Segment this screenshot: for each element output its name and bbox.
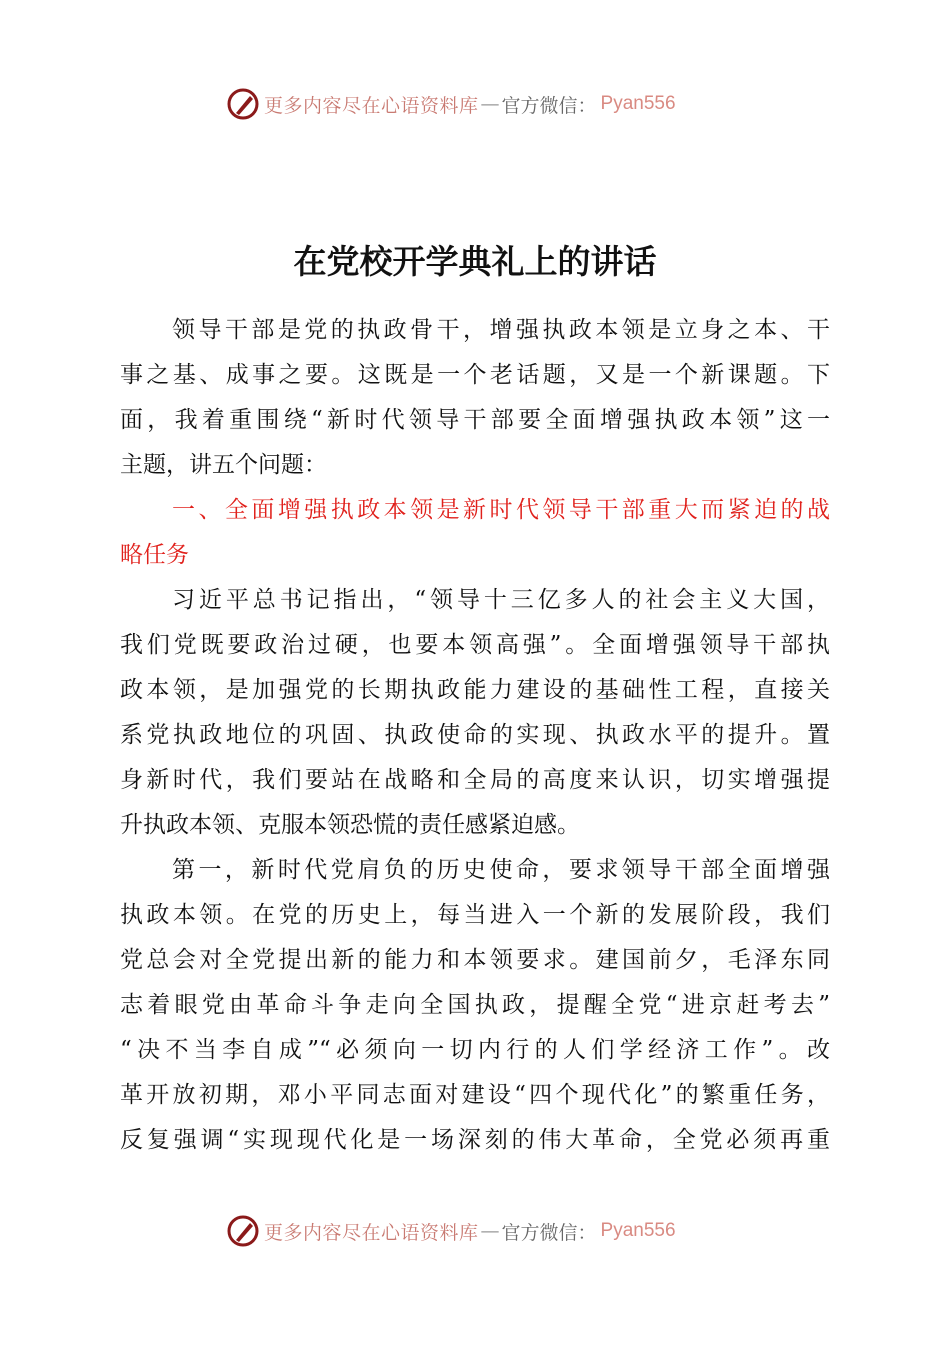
- watermark-text: 更多内容尽在心语资料库: [264, 94, 479, 117]
- text-line: 身新时代，我们要站在战略和全局的高度来认识，切实增强提: [120, 767, 830, 793]
- text-line: 事之基、成事之要。这既是一个老话题，又是一个新课题。下: [120, 362, 830, 388]
- paragraph: [120, 578, 830, 848]
- text-line: 革开放初期，邓小平同志面对建设“四个现代化”的繁重任务，: [120, 1082, 830, 1108]
- text-line: 主题，讲五个问题：: [120, 452, 327, 478]
- watermark-wechat-id: Pyan556: [600, 93, 676, 114]
- pen-logo-icon: [226, 1214, 260, 1248]
- watermark-label: 官方微信：: [501, 94, 597, 117]
- paragraph: [120, 848, 830, 1163]
- watermark-dash: —: [480, 93, 500, 115]
- text-line: 略任务: [120, 542, 189, 568]
- section-heading: [120, 488, 830, 578]
- text-line: 系党执政地位的巩固、执政使命的实现、执政水平的提升。置: [120, 722, 830, 748]
- text-line: 反复强调“实现现代化是一场深刻的伟大革命，全党必须再重: [120, 1127, 830, 1153]
- text-line: “决不当李自成”“必须向一切内行的人们学经济工作”。改: [120, 1037, 830, 1063]
- text-line: 执政本领。在党的历史上，每当进入一个新的发展阶段，我们: [120, 902, 830, 928]
- text-line: 习近平总书记指出，“领导十三亿多人的社会主义大国，: [172, 587, 830, 613]
- document-body: [120, 308, 830, 1163]
- watermark-dash: —: [480, 1220, 500, 1242]
- watermark-wechat-id: Pyan556: [600, 1220, 676, 1241]
- text-line: 党总会对全党提出新的能力和本领要求。建国前夕，毛泽东同: [120, 947, 830, 973]
- watermark-footer: [226, 1213, 676, 1249]
- text-line: 政本领，是加强党的长期执政能力建设的基础性工程，直接关: [120, 677, 830, 703]
- text-line: 升执政本领、克服本领恐慌的责任感紧迫感。: [120, 812, 580, 838]
- text-line: 一、全面增强执政本领是新时代领导干部重大而紧迫的战: [172, 497, 830, 523]
- pen-logo-icon: [226, 87, 260, 121]
- text-line: 第一，新时代党肩负的历史使命，要求领导干部全面增强: [172, 857, 830, 883]
- watermark-text: 更多内容尽在心语资料库: [264, 1221, 479, 1244]
- text-line: 志着眼党由革命斗争走向全国执政，提醒全党“进京赶考去”: [120, 992, 830, 1018]
- paragraph: [120, 308, 830, 488]
- watermark-label: 官方微信：: [501, 1221, 597, 1244]
- text-line: 我们党既要政治过硬，也要本领高强”。全面增强领导干部执: [120, 632, 830, 658]
- document-title: 在党校开学典礼上的讲话: [293, 242, 657, 281]
- watermark-header: [226, 86, 676, 122]
- text-line: 面，我着重围绕“新时代领导干部要全面增强执政本领”这一: [120, 407, 830, 433]
- text-line: 领导干部是党的执政骨干，增强执政本领是立身之本、干: [172, 317, 830, 343]
